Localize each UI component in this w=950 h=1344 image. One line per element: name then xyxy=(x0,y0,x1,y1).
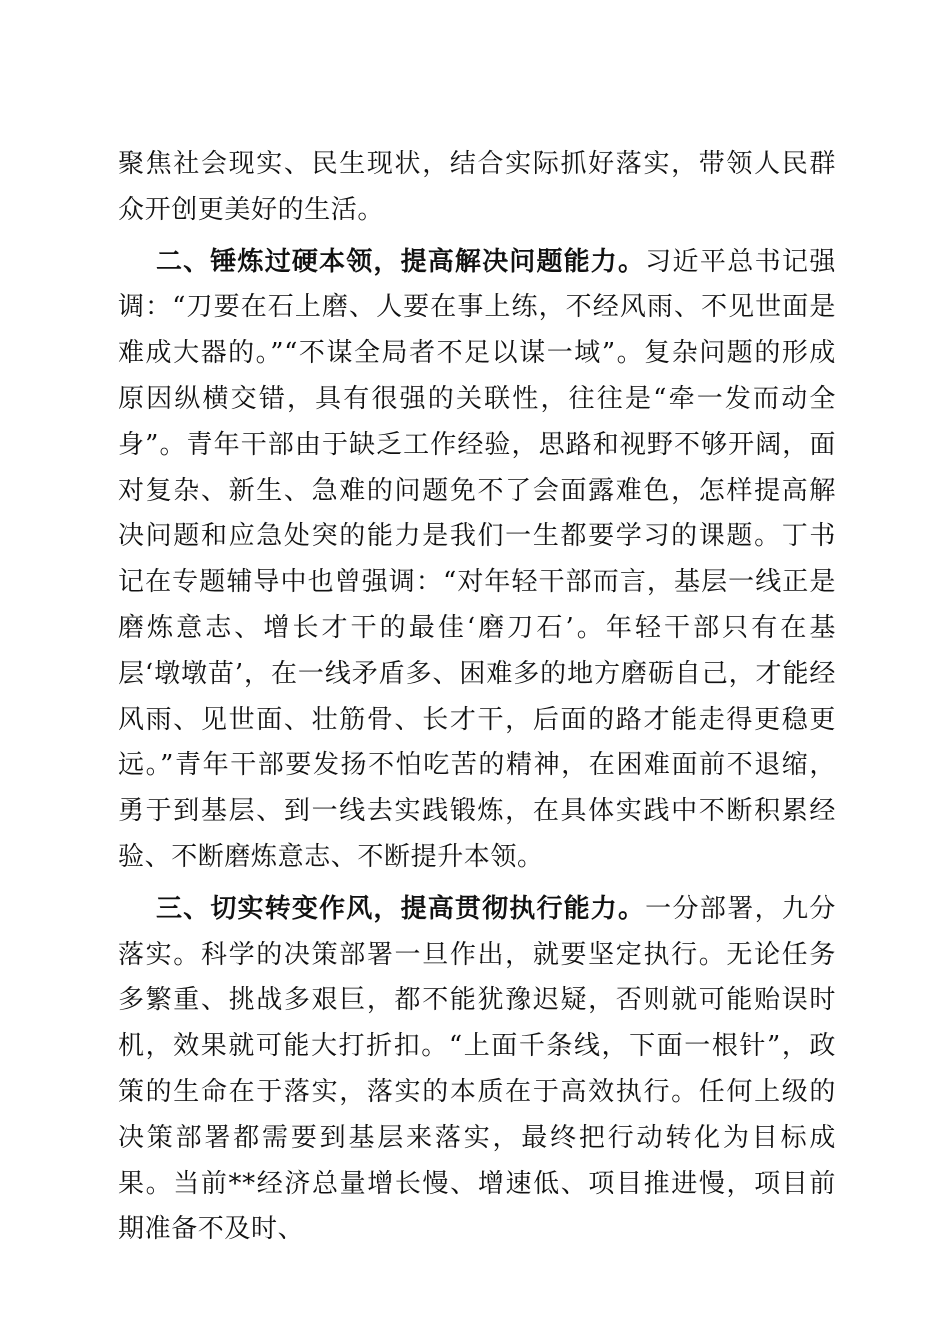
paragraph-continuation: 聚焦社会现实、民生现状，结合实际抓好落实，带领人民群众开创更美好的生活。 xyxy=(118,149,836,225)
paragraph-section-three xyxy=(118,887,836,1253)
document-body xyxy=(118,142,836,1253)
section-three-heading: 三、切实转变作风，提高贯彻执行能力。 xyxy=(156,893,646,924)
section-three-body: 一分部署，九分落实。科学的决策部署一旦作出，就要坚定执行。无论任务多繁重、挑战多艰巨，都不能犹豫迟疑，否则就可能贻误时机，效果就可能大打折扣。“上面千条线，下面一根针”，政策的生命在于落实，落实的本质在于高效执行。任何上级的决策部署都需要到基层来落实，最终把行动转化为目标成果。当前**经济总量增长慢、增速低、项目推进慢，项目前期准备不及时、 xyxy=(118,893,837,1245)
section-two-body: 习近平总书记强调：“刀要在石上磨、人要在事上练，不经风雨、不见世面是难成大器的。”“不谋全局者不足以谋一域”。复杂问题的形成原因纵横交错，具有很强的关联性，往往是“牵一发而动全身”。青年干部由于缺乏工作经验，思路和视野不够开阔，面对复杂、新生、急难的问题免不了会面露难色，怎样提高解决问题和应急处突的能力是我们一生都要学习的课题。丁书记在专题辅导中也曾强调：“对年轻干部而言，基层一线正是磨炼意志、增长才干的最佳‘磨刀石’。年轻干部只有在基层‘墩墩苗’，在一线矛盾多、困难多的地方磨砺自己，才能经风雨、见世面、壮筋骨、长才干，后面的路才能走得更稳更远。”青年干部要发扬不怕吃苦的精神，在困难面前不退缩，勇于到基层、到一线去实践锻炼，在具体实践中不断积累经验、不断磨炼意志、不断提升本领。 xyxy=(118,246,837,872)
section-two-heading: 二、锤炼过硬本领，提高解决问题能力。 xyxy=(156,246,646,277)
paragraph-section-two xyxy=(118,240,836,881)
